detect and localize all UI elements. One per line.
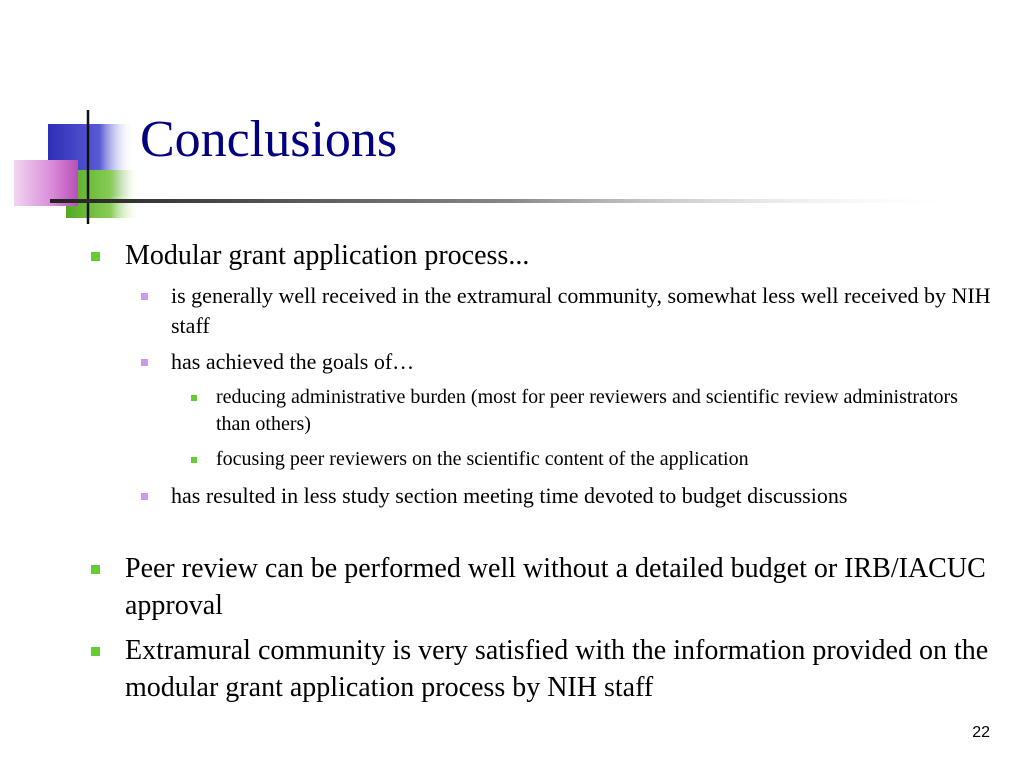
bullet-item-level-2 xyxy=(171,347,1001,377)
bullet-item-level-3 xyxy=(216,446,966,473)
square-bullet-icon xyxy=(191,457,197,463)
square-bullet-icon xyxy=(91,252,100,261)
bullet-item-level-2 xyxy=(171,481,951,511)
bullet-item-level-3 xyxy=(216,384,966,438)
bullet-text: is generally well received in the extramural community, somewhat less well received by NIH staff xyxy=(171,283,991,338)
square-bullet-icon xyxy=(141,293,148,300)
bullet-item-level-1 xyxy=(125,550,1005,624)
square-bullet-icon xyxy=(191,395,197,401)
bullet-text: reducing administrative burden (most for peer reviewers and scientific review administrators than others) xyxy=(216,386,958,435)
square-bullet-icon xyxy=(141,493,148,500)
title-rule xyxy=(50,199,970,203)
slide-number: 22 xyxy=(972,724,990,741)
bullet-text: Extramural community is very satisfied with the information provided on the modular grant application process by NIH staff xyxy=(125,635,989,703)
bullet-text: has resulted in less study section meeting time devoted to budget discussions xyxy=(171,483,848,508)
square-bullet-icon xyxy=(91,565,100,574)
bullet-text: Peer review can be performed well without a detailed budget or IRB/IACUC approval xyxy=(125,553,986,621)
square-bullet-icon xyxy=(141,359,148,366)
bullet-text: has achieved the goals of… xyxy=(171,349,415,374)
square-bullet-icon xyxy=(91,647,100,656)
bullet-item-level-1 xyxy=(125,237,1005,274)
bullet-item-level-2 xyxy=(171,281,1001,341)
bullet-text: focusing peer reviewers on the scientific content of the application xyxy=(216,448,749,470)
bullet-text: Modular grant application process... xyxy=(125,240,530,271)
bullet-item-level-1 xyxy=(125,632,1005,706)
slide-title: Conclusions xyxy=(140,111,398,168)
